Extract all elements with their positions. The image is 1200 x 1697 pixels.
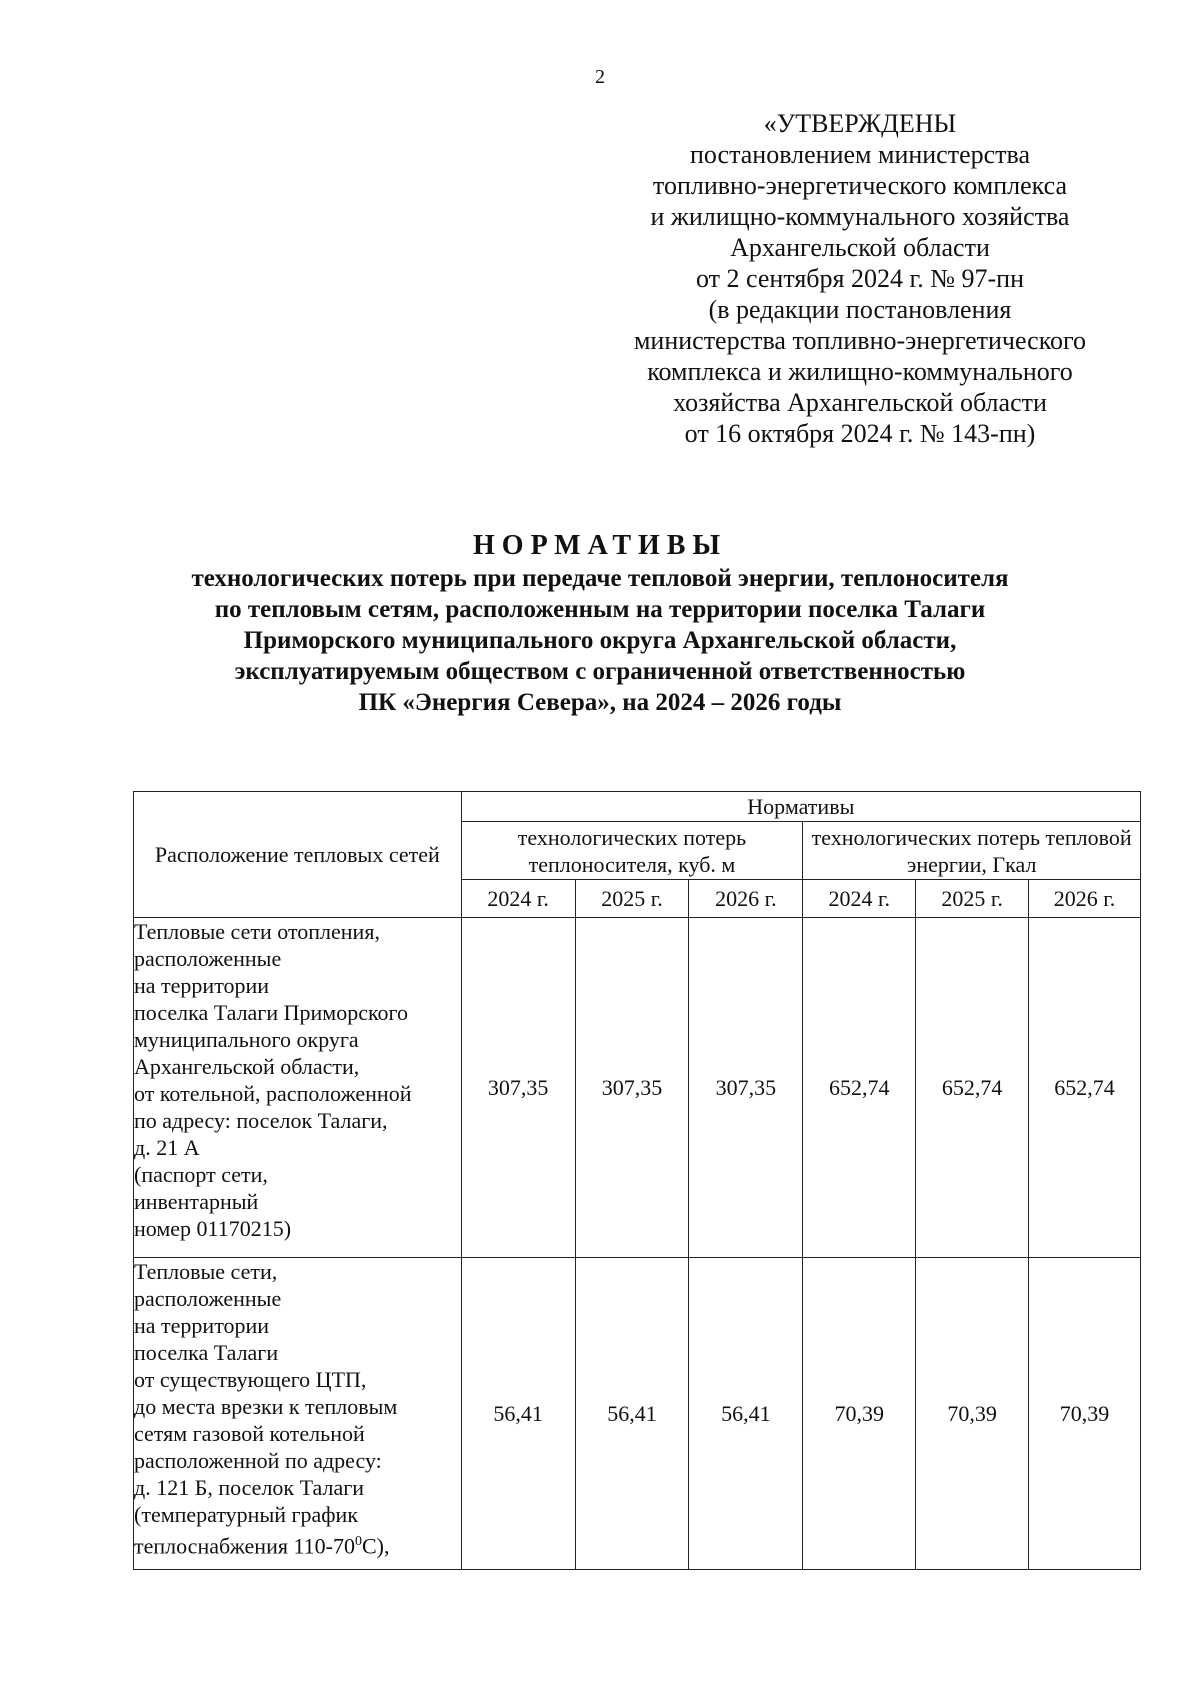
- value-cell: 70,39: [916, 1258, 1029, 1570]
- degree-mark: 0: [354, 1534, 362, 1549]
- table-row: [134, 918, 1141, 1258]
- approval-line: хозяйства Архангельской области: [673, 388, 1047, 417]
- value-cell: 307,35: [461, 918, 575, 1258]
- title-line: эксплуатируемым обществом с ограниченной ответственностью: [234, 658, 966, 685]
- location-line: на территории: [134, 1313, 270, 1338]
- location-line: Тепловые сети,: [134, 1259, 278, 1284]
- value-cell: 70,39: [803, 1258, 916, 1570]
- approval-line: Архангельской области: [730, 233, 990, 262]
- approval-line: от 2 сентября 2024 г. № 97-пн: [695, 264, 1025, 293]
- value-cell: 652,74: [916, 918, 1029, 1258]
- year-header: 2025 г.: [916, 880, 1029, 918]
- location-line-text: теплоснабжения 110-70: [134, 1533, 355, 1559]
- location-line: от котельной, расположенной: [134, 1081, 412, 1106]
- location-line: до места врезки к тепловым: [134, 1394, 398, 1419]
- year-header: 2026 г.: [689, 880, 803, 918]
- location-line: от существующего ЦТП,: [134, 1367, 367, 1392]
- location-line: инвентарный: [134, 1189, 259, 1214]
- location-line: по адресу: поселок Талаги,: [134, 1108, 388, 1133]
- year-header: 2025 г.: [575, 880, 689, 918]
- approval-line: и жилищно-коммунального хозяйства: [650, 202, 1070, 231]
- table-row: [134, 1258, 1141, 1570]
- location-line: [134, 1528, 461, 1559]
- location-cell: [134, 1258, 462, 1570]
- location-line: сетям газовой котельной: [134, 1421, 365, 1446]
- location-line: номер 01170215): [134, 1216, 292, 1241]
- location-line: поселка Талаги: [134, 1340, 279, 1365]
- value-cell: 307,35: [575, 918, 689, 1258]
- value-cell: 652,74: [803, 918, 916, 1258]
- approval-line: «УТВЕРЖДЕНЫ: [763, 109, 957, 138]
- approval-line: от 16 октября 2024 г. № 143-пн): [684, 419, 1036, 448]
- document-title: [100, 530, 1100, 718]
- normatives-header: Нормативы: [461, 792, 1140, 822]
- approval-line: комплекса и жилищно-коммунального: [647, 357, 1073, 386]
- value-cell: 56,41: [689, 1258, 803, 1570]
- location-line: расположенные: [134, 946, 282, 971]
- location-line: (паспорт сети,: [134, 1162, 268, 1187]
- heat-loss-header: технологических потерь тепловой энергии, Гкал: [803, 822, 1141, 880]
- title-line: ПК «Энергия Севера», на 2024 – 2026 годы: [358, 689, 842, 716]
- title-line: Приморского муниципального округа Архангельской области,: [243, 627, 957, 654]
- location-line: Архангельской области,: [134, 1054, 360, 1079]
- year-header: 2026 г.: [1029, 880, 1141, 918]
- coolant-loss-header: технологических потерь теплоносителя, куб. м: [461, 822, 803, 880]
- approval-line: топливно-энергетического комплекса: [652, 171, 1068, 200]
- location-header: Расположение тепловых сетей: [134, 792, 462, 918]
- year-header: 2024 г.: [803, 880, 916, 918]
- approval-block: [600, 108, 1120, 449]
- title-line: технологических потерь при передаче тепловой энергии, теплоносителя: [191, 565, 1009, 592]
- location-line: (температурный график: [134, 1502, 359, 1527]
- value-cell: 652,74: [1029, 918, 1141, 1258]
- approval-line: (в редакции постановления: [708, 295, 1012, 324]
- location-cell: [134, 918, 462, 1258]
- location-line: д. 21 А: [134, 1135, 200, 1160]
- year-header: 2024 г.: [461, 880, 575, 918]
- location-line: Тепловые сети отопления,: [134, 919, 380, 944]
- title-line: по тепловым сетям, расположенным на территории поселка Талаги: [214, 596, 986, 623]
- value-cell: 56,41: [575, 1258, 689, 1570]
- page-number: 2: [595, 66, 605, 88]
- normatives-table: [133, 791, 1141, 1570]
- location-line: расположенной по адресу:: [134, 1448, 382, 1473]
- location-line: муниципального округа: [134, 1027, 359, 1052]
- location-line: д. 121 Б, поселок Талаги: [134, 1475, 365, 1500]
- location-line: поселка Талаги Приморского: [134, 1000, 409, 1025]
- location-line-text: С),: [361, 1533, 390, 1559]
- main-title: НОРМАТИВЫ: [473, 530, 727, 561]
- approval-line: постановлением министерства: [689, 140, 1031, 169]
- location-line: на территории: [134, 973, 270, 998]
- value-cell: 56,41: [461, 1258, 575, 1570]
- location-line: расположенные: [134, 1286, 282, 1311]
- approval-line: министерства топливно-энергетического: [633, 326, 1087, 355]
- value-cell: 307,35: [689, 918, 803, 1258]
- value-cell: 70,39: [1029, 1258, 1141, 1570]
